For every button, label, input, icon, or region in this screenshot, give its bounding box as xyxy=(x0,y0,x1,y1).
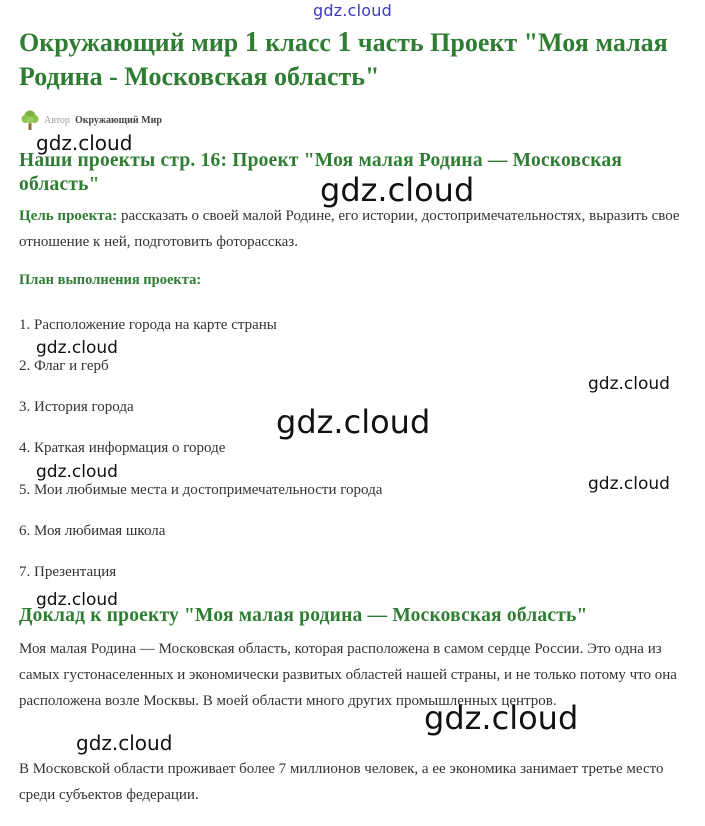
author-label: Автор xyxy=(44,114,70,126)
watermark: gdz.cloud xyxy=(76,731,173,755)
plan-item: 2. Флаг и герб xyxy=(19,358,109,374)
title-part-3: часть Проект "Моя малая Родина - Московская область" xyxy=(19,28,668,91)
title-part-number: 1 xyxy=(337,27,352,58)
plan-item: 3. История города xyxy=(19,399,134,415)
report-paragraph-2: В Московской области проживает более 7 миллионов человек, а ее экономика занимает третье место среди субъектов федерации. xyxy=(19,761,664,803)
goal-text: рассказать о своей малой Родине, его истории, достопримечательностях, выразить свое отношение к ней, подготовить фоторассказ. xyxy=(19,208,680,250)
title-part-1: Окружающий мир xyxy=(19,28,245,57)
watermark: gdz.cloud xyxy=(36,131,133,155)
report-paragraph-1: Моя малая Родина — Московская область, которая расположена в самом сердце России. Это одна из самых густонаселенных и экономически развитых областей нашей страны, и не только потому что она расположена возле Москвы. В моей области много других промышленных центров. xyxy=(19,641,677,709)
watermark: gdz.cloud xyxy=(588,474,670,494)
plan-heading: План выполнения проекта: xyxy=(19,272,202,288)
title-part-2: класс xyxy=(258,28,338,57)
project-goal xyxy=(19,203,689,255)
goal-label: Цель проекта: xyxy=(19,208,118,224)
watermark: gdz.cloud xyxy=(36,462,118,482)
plan-item: 6. Моя любимая школа xyxy=(19,523,166,539)
plan-item: 1. Расположение города на карте страны xyxy=(19,317,277,333)
watermark: gdz.cloud xyxy=(320,171,475,209)
title-grade-number: 1 xyxy=(244,27,259,58)
plan-item: 5. Мои любимые места и достопримечательности города xyxy=(19,482,383,498)
section-heading-report: Доклад к проекту "Моя малая родина — Московская область" xyxy=(19,605,588,626)
page-title xyxy=(19,26,679,94)
watermark: gdz.cloud xyxy=(36,338,118,358)
watermark: gdz.cloud xyxy=(424,699,579,737)
watermark: gdz.cloud xyxy=(36,590,118,610)
tree-icon xyxy=(20,109,40,131)
section-heading-projects: Наши проекты стр. 16: Проект "Моя малая Родина — Московская область" xyxy=(19,150,623,195)
watermark: gdz.cloud xyxy=(588,374,670,394)
plan-item: 4. Краткая информация о городе xyxy=(19,440,226,456)
author-link[interactable]: Окружающий Мир xyxy=(74,114,162,126)
site-watermark-top: gdz.cloud xyxy=(313,1,392,20)
plan-item: 7. Презентация xyxy=(19,564,117,580)
watermark: gdz.cloud xyxy=(276,403,431,441)
author-line xyxy=(20,108,162,132)
